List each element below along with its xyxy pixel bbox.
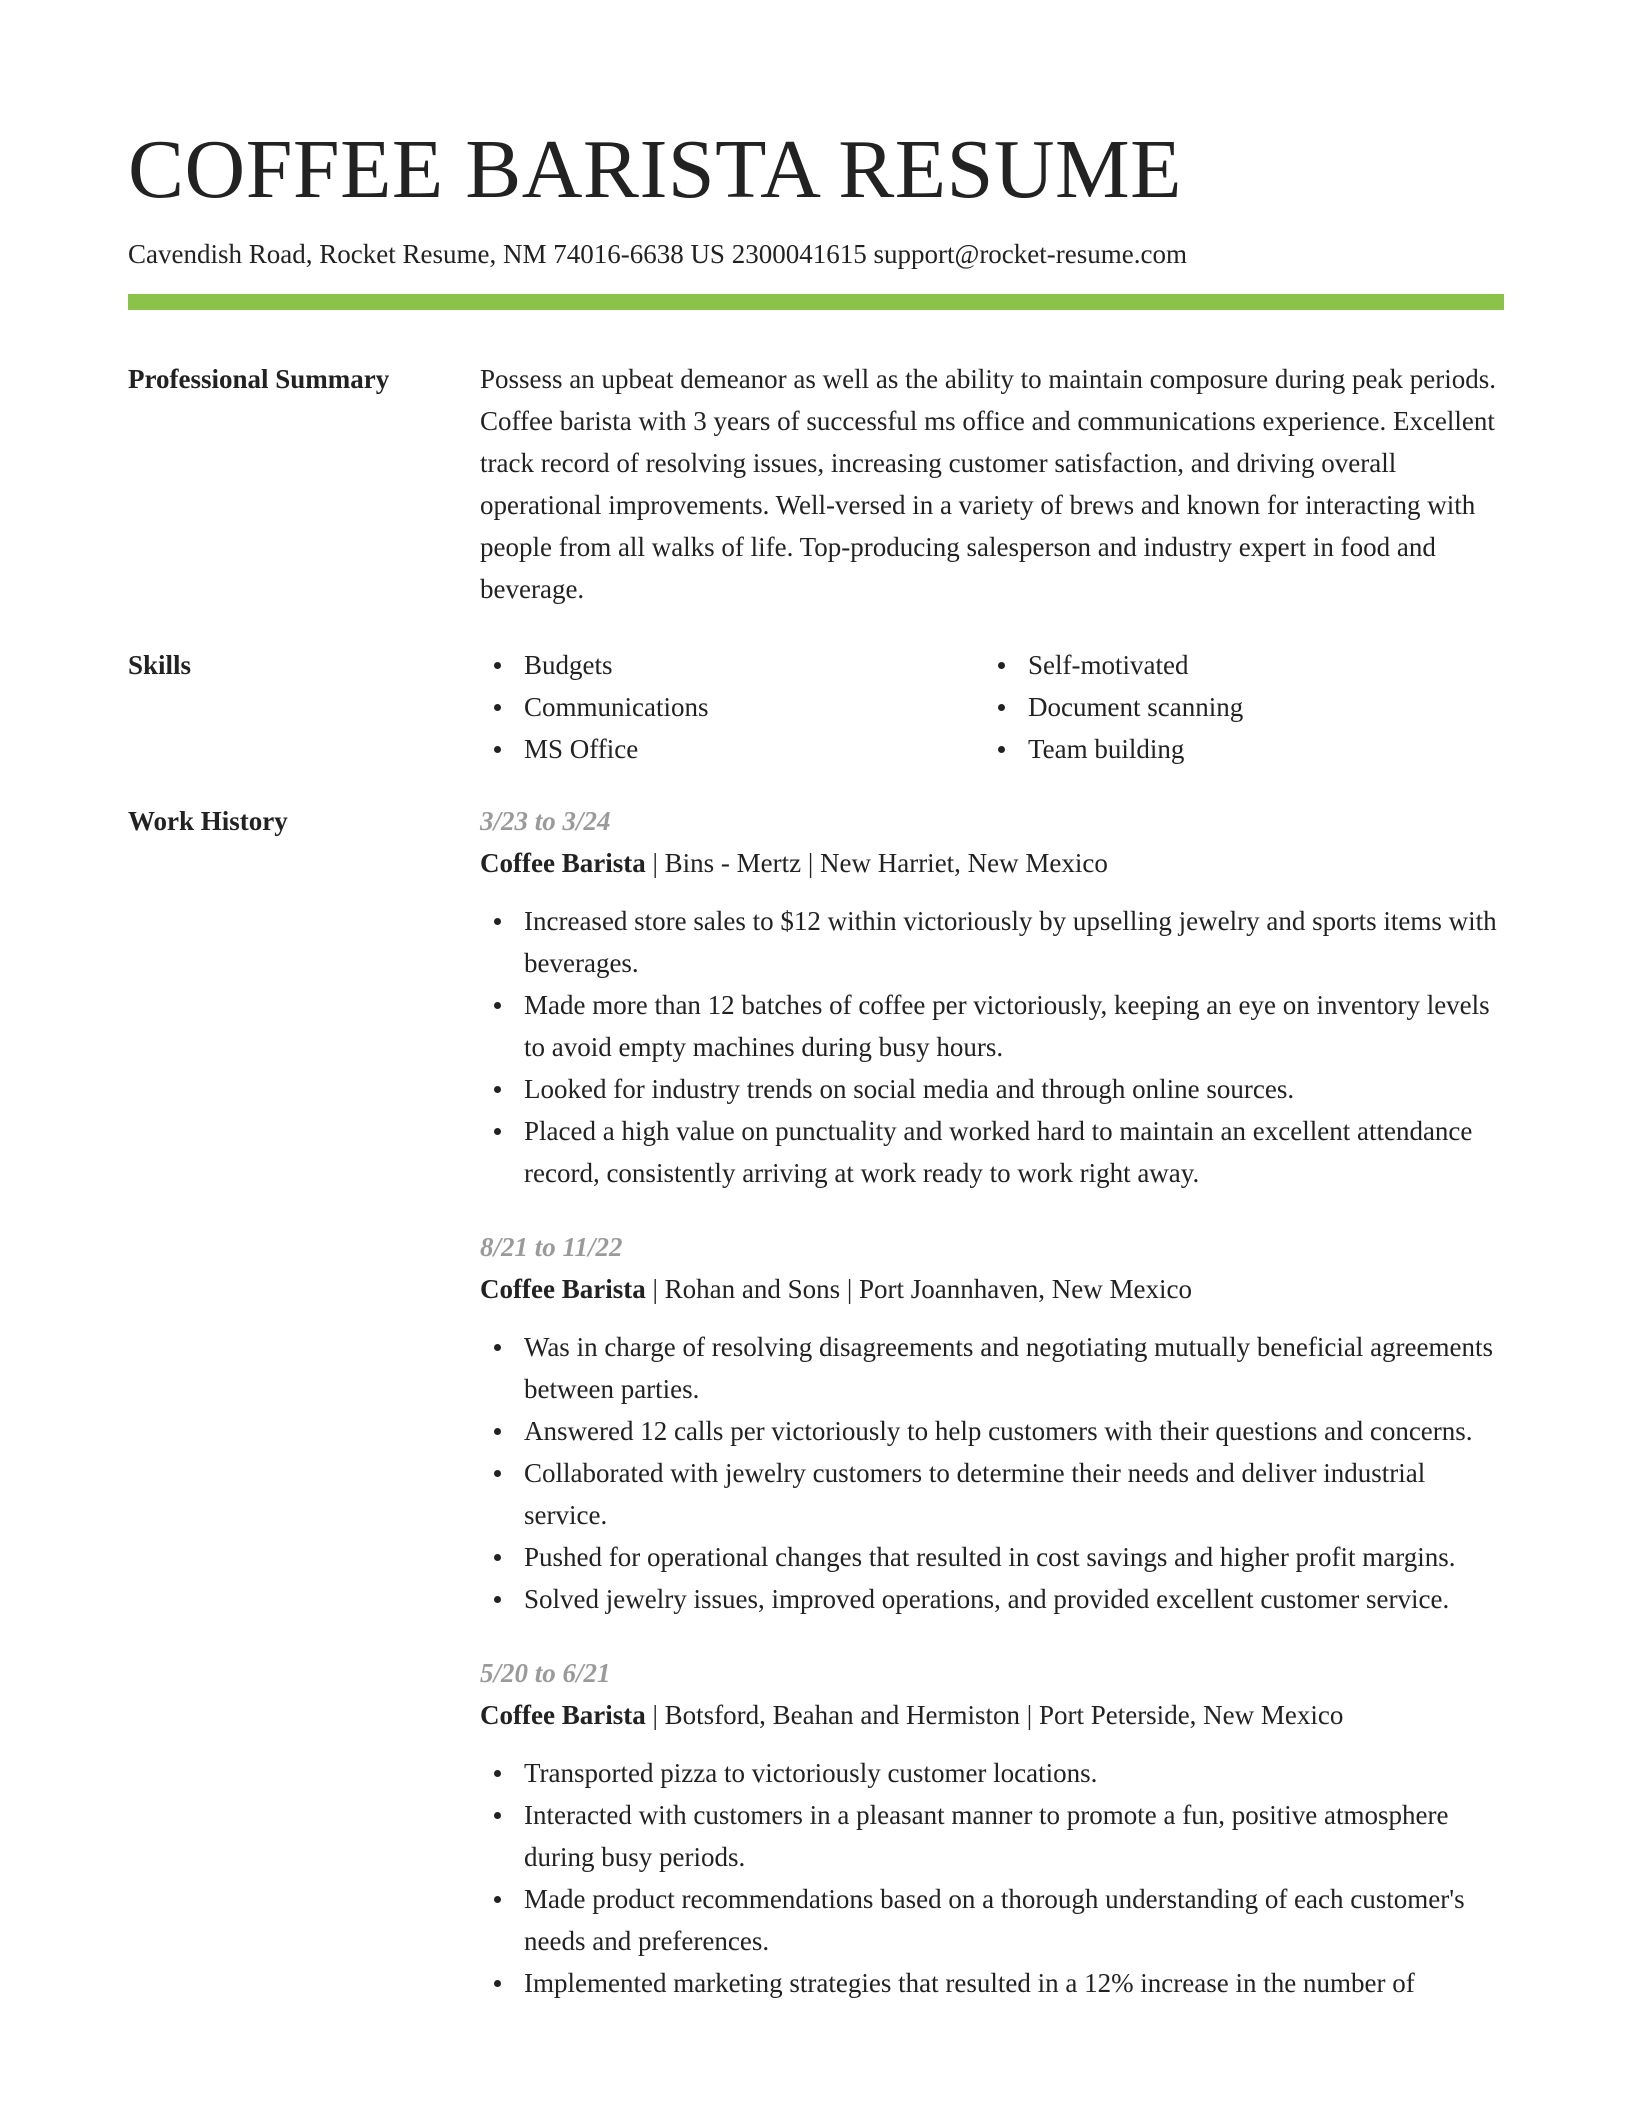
job-bullet: Implemented marketing strategies that resulted in a 12% increase in the number of <box>480 1962 1504 2004</box>
job-bullet: Increased store sales to $12 within victoriously by upselling jewelry and sports items with beverages. <box>480 900 1504 984</box>
job-title: Coffee Barista <box>480 1700 646 1730</box>
job-bullet: Solved jewelry issues, improved operations, and provided excellent customer service. <box>480 1578 1504 1620</box>
job-title: Coffee Barista <box>480 848 646 878</box>
work-history-section <box>128 800 1504 2036</box>
resume-title: COFFEE BARISTA RESUME <box>128 123 1182 216</box>
skill-item: Communications <box>480 686 984 728</box>
job-bullet: Looked for industry trends on social media and through online sources. <box>480 1068 1504 1110</box>
job-entry <box>480 1652 1504 2004</box>
job-entry <box>480 1226 1504 1620</box>
job-bullet: Answered 12 calls per victoriously to help customers with their questions and concerns. <box>480 1410 1504 1452</box>
job-bullets <box>480 1326 1504 1620</box>
section-label-work-history: Work History <box>128 806 288 836</box>
job-details: | Bins - Mertz | New Harriet, New Mexico <box>645 848 1108 878</box>
skill-item: Document scanning <box>984 686 1488 728</box>
skills-column-1 <box>480 644 984 770</box>
skill-item: Team building <box>984 728 1488 770</box>
job-title: Coffee Barista <box>480 1274 646 1304</box>
summary-text: Possess an upbeat demeanor as well as the ability to maintain composure during peak periods. Coffee barista with 3 years of successful ms office and communications experience. Excellent track record of resolving issues, increasing customer satisfaction, and driving overall operational improvements. Well-versed in a variety of brews and known for interacting with people from all walks of life. Top-producing salesperson and industry expert in food and beverage. <box>480 364 1497 604</box>
job-bullet: Made more than 12 batches of coffee per victoriously, keeping an eye on inventory levels to avoid empty machines during busy hours. <box>480 984 1504 1068</box>
section-label-summary: Professional Summary <box>128 364 390 394</box>
skill-item: MS Office <box>480 728 984 770</box>
section-label-skills: Skills <box>128 650 192 680</box>
work-history-list <box>480 800 1504 2036</box>
job-bullet: Interacted with customers in a pleasant manner to promote a fun, positive atmosphere during busy periods. <box>480 1794 1504 1878</box>
skill-item: Budgets <box>480 644 984 686</box>
job-details: | Rohan and Sons | Port Joannhaven, New Mexico <box>645 1274 1192 1304</box>
accent-divider <box>128 294 1504 310</box>
job-heading <box>480 1268 1504 1310</box>
job-entry <box>480 800 1504 1194</box>
summary-section <box>128 358 1504 610</box>
job-heading <box>480 842 1504 884</box>
contact-info: Cavendish Road, Rocket Resume, NM 74016-6638 US 2300041615 support@rocket-resume.com <box>128 239 1187 269</box>
skills-section <box>128 644 1504 770</box>
job-bullets <box>480 900 1504 1194</box>
job-dates: 3/23 to 3/24 <box>480 806 611 836</box>
job-bullets <box>480 1752 1504 2004</box>
skills-column-2 <box>984 644 1488 770</box>
job-bullet: Transported pizza to victoriously customer locations. <box>480 1752 1504 1794</box>
skills-grid <box>480 644 1504 770</box>
skill-item: Self-motivated <box>984 644 1488 686</box>
job-bullet: Pushed for operational changes that resulted in cost savings and higher profit margins. <box>480 1536 1504 1578</box>
job-dates: 8/21 to 11/22 <box>480 1232 623 1262</box>
job-dates: 5/20 to 6/21 <box>480 1658 611 1688</box>
job-bullet: Placed a high value on punctuality and worked hard to maintain an excellent attendance record, consistently arriving at work ready to work right away. <box>480 1110 1504 1194</box>
job-bullet: Made product recommendations based on a thorough understanding of each customer's needs and preferences. <box>480 1878 1504 1962</box>
job-bullet: Was in charge of resolving disagreements and negotiating mutually beneficial agreements between parties. <box>480 1326 1504 1410</box>
job-bullet: Collaborated with jewelry customers to determine their needs and deliver industrial service. <box>480 1452 1504 1536</box>
resume-page <box>128 0 1504 2036</box>
job-details: | Botsford, Beahan and Hermiston | Port Peterside, New Mexico <box>645 1700 1344 1730</box>
job-heading <box>480 1694 1504 1736</box>
